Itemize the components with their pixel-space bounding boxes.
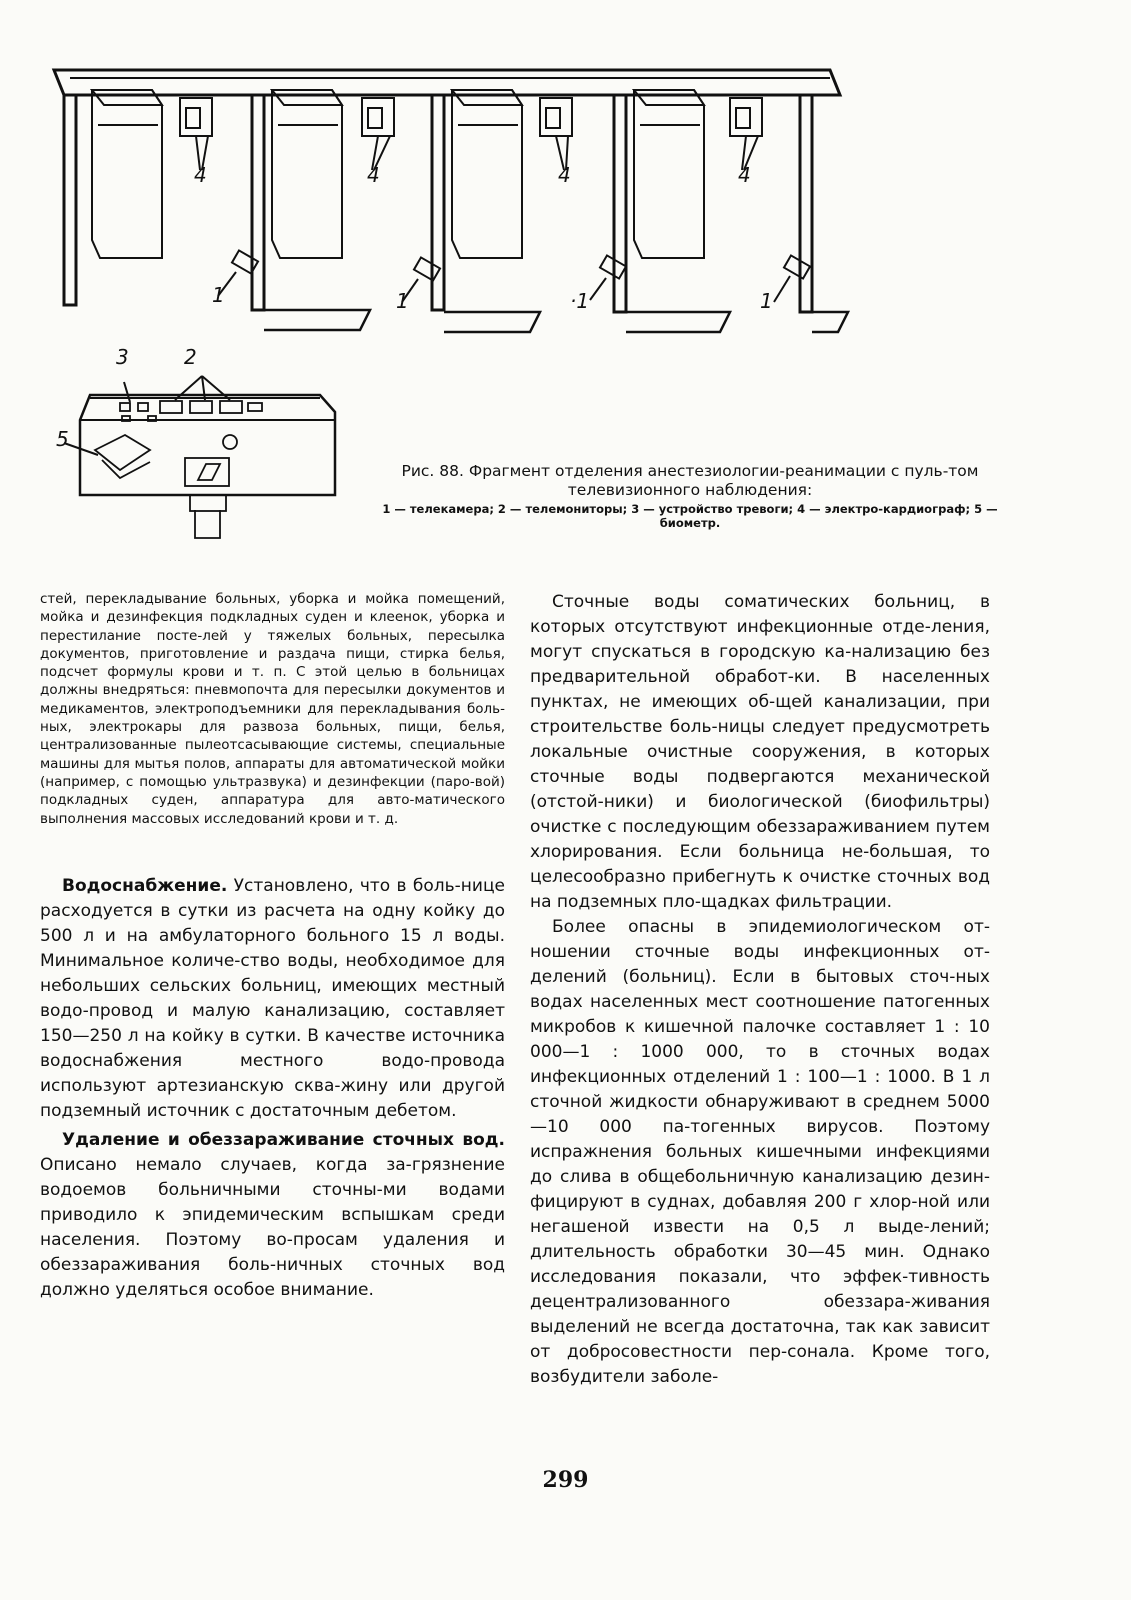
water-supply-text: Установлено, что в боль-нице расходуется в сутки из расчета на одну койку до 500 л и на амбулаторного больного 15 л воды. Минимальное количе-ство воды, необходимое для небольших сельских больниц, имеющих местный водо-провод и малую канализацию, составляет 150—250 л на койку в сутки. В качестве источника водоснабжения местного водо-провода используют артезианскую сква-жину или другой подземный источник с достаточным дебетом. [40,875,505,1121]
water-supply-paragraph [40,874,505,1124]
callout-biometer: 5 [56,427,69,451]
right-column [530,590,990,1390]
caption-title: Рис. 88. Фрагмент отделения анестезиологии-реанимации с пуль-том телевизионного наблюдения: [401,462,979,499]
page-number: 299 [542,1467,589,1493]
callout-ecg-1: 4 [194,163,207,187]
callout-alarm: 3 [116,345,129,369]
caption-legend: 1 — телекамера; 2 — телемониторы; 3 — устройство тревоги; 4 — электро-кардиограф; 5 — биометр. [382,502,998,530]
callout-camera-3: ·1 [570,289,590,313]
infectious-wastewater-paragraph: Более опасны в эпидемиологическом от-ношении сточные воды инфекционных от-делений (больниц). Если в бытовых сточ-ных водах населенных мест соотношение патогенных микробов к кишечной палочке составляет 1 : 10 000—1 : 1000 000, то в сточных водах инфекционных отделений 1 : 100—1 : 1000. В 1 л сточной жидкости обнаруживают в среднем 5000—10 000 па-тогенных вирусов. Поэтому испражнения больных кишечными инфекциями до слива в общебольничную канализацию дезин-фицируют в суднах, добавляя 200 г хлор-ной или негашеной извести на 0,5 л выде-лений; длительность обработки 30—45 мин. Однако исследования показали, что эффек-тивность децентрализованного обеззара-живания выделений не всегда достаточна, так как зависит от добросовестности пер-сонала. Кроме того, возбудители заболе- [530,917,990,1387]
water-supply-heading: Водоснабжение. [62,875,228,896]
small-paragraph: стей, перекладывание больных, уборка и мойка помещений, мойка и дезинфекция подкладных суден и клеенок, уборка и перестилание посте-лей у тяжелых больных, пересылка документов, приготовление и раздача пищи, стирка белья, подсчет формулы крови и т. п. С этой целью в больницах должны внедряться: пневмопочта для пересылки документов и медикаментов, электроподъемники для перекладывания боль-ных, электрокары для развоза больных, пищи, белья, централизованные пылеотсасывающие системы, специальные машины для мытья полов, аппараты для автоматической мойки (например, с помощью ультразвука) и дезинфекции (паро-вой) подкладных суден, аппаратура для авто-матического выполнения массовых исследований крови и т. д. [40,591,505,827]
somatic-wastewater-paragraph: Сточные воды соматических больниц, в которых отсутствуют инфекционные отде-ления, могут спускаться в городскую ка-нализацию без предварительной обработ-ки. В населенных пунктах, не имеющих об-щей канализации, при строительстве боль-ницы следует предусмотреть локальные очистные сооружения, в которых сточные воды подвергаются механической (отстой-ники) и биологической (биофильтры) очистке с последующим обеззараживанием путем хлорирования. Если больница не-большая, то целесообразно прибегнуть к очистке сточных вод на подземных пло-щадках фильтрации. [530,592,990,912]
callout-ecg-4: 4 [738,163,751,187]
callout-monitors: 2 [184,345,197,369]
callout-ecg-3: 4 [558,163,571,187]
sewage-heading: Удаление и обеззараживание сточных вод. [62,1129,505,1150]
callout-camera-2: 1 [396,289,409,313]
callout-camera-4: 1 [760,289,773,313]
left-column [40,590,505,1303]
callout-ecg-2: 4 [367,163,380,187]
figure-caption [365,462,1015,530]
callout-camera-1: 1 [212,283,225,307]
sewage-text: Описано немало случаев, когда за-грязнение водоемов больничными сточны-ми водами приводило к эпидемическим вспышкам среди населения. Поэтому во-просам удаления и обеззараживания боль-ничных сточных вод должно уделяться особое внимание. [40,1154,505,1300]
sewage-paragraph [40,1128,505,1303]
